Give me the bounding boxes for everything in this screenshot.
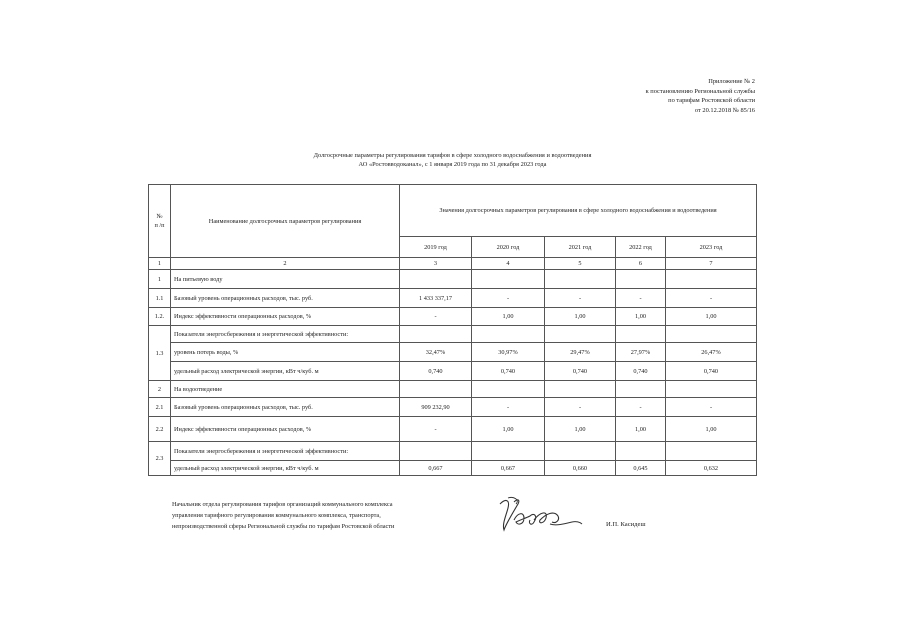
header-num-cell — [149, 185, 171, 258]
value-cell: 0,740 — [545, 362, 616, 381]
col-number: 3 — [400, 258, 472, 270]
title-line-1: Долгосрочные параметры регулирования тарифов в сфере холодного водоснабжения и водоотведения — [313, 152, 592, 159]
value-cell: - — [472, 398, 545, 417]
col-number: 7 — [666, 258, 757, 270]
row-name: Базовый уровень операционных расходов, тыс. руб. — [171, 398, 400, 417]
value-cell: 1,00 — [472, 308, 545, 326]
value-cell: 0,740 — [472, 362, 545, 381]
year-2021: 2021 год — [545, 237, 616, 258]
appendix-header — [646, 77, 755, 115]
row-num: 2 — [149, 381, 171, 398]
value-cell: 0,740 — [616, 362, 666, 381]
table-row — [149, 343, 757, 362]
table-row — [149, 308, 757, 326]
handwritten-signature — [494, 494, 584, 536]
appendix-line: по тарифам Ростовской области — [668, 97, 755, 105]
row-name: удельный расход электрической энергии, кВт ч/куб. м — [171, 362, 400, 381]
signatory-position — [172, 499, 394, 532]
row-heading: Показатели энергосбережения и энергетической эффективности: — [171, 326, 400, 343]
value-cell: 29,47% — [545, 343, 616, 362]
table-row — [149, 326, 757, 343]
col-number: 4 — [472, 258, 545, 270]
row-num: 2.1 — [149, 398, 171, 417]
value-cell: - — [666, 289, 757, 308]
value-cell: 0,660 — [545, 461, 616, 476]
value-cell: 27,97% — [616, 343, 666, 362]
table-row — [149, 362, 757, 381]
title-line-2: АО «Ростовводоканал», с 1 января 2019 года по 31 декабря 2023 года — [358, 161, 547, 168]
value-cell: 1,00 — [666, 308, 757, 326]
value-cell: 0,740 — [400, 362, 472, 381]
value-cell: 30,97% — [472, 343, 545, 362]
value-cell: 0,645 — [616, 461, 666, 476]
row-name: Индекс эффективности операционных расходов, % — [171, 308, 400, 326]
value-cell: 1,00 — [666, 417, 757, 442]
year-2023: 2023 год — [666, 237, 757, 258]
value-cell: 0,632 — [666, 461, 757, 476]
value-cell: - — [666, 398, 757, 417]
row-name: удельный расход электрической энергии, кВт ч/куб. м — [171, 461, 400, 476]
value-cell: - — [400, 308, 472, 326]
year-2020: 2020 год — [472, 237, 545, 258]
value-cell: - — [472, 289, 545, 308]
value-cell: 1 433 337,17 — [400, 289, 472, 308]
appendix-title: Приложение № 2 — [708, 78, 755, 85]
row-num: 1.1 — [149, 289, 171, 308]
section-wastewater — [149, 381, 757, 398]
year-2022: 2022 год — [616, 237, 666, 258]
value-cell: 1,00 — [545, 417, 616, 442]
value-cell: 26,47% — [666, 343, 757, 362]
header-num-sub: п /п — [154, 222, 165, 229]
header-values: Значения долгосрочных параметров регулирования в сфере холодного водоснабжения и водоотведения — [400, 185, 757, 237]
value-cell: 909 232,90 — [400, 398, 472, 417]
col-number: 2 — [171, 258, 400, 270]
row-name: На питьевую воду — [171, 270, 400, 289]
appendix-date-number: от 20.12.2018 № 85/16 — [694, 106, 755, 114]
row-name: уровень потерь воды, % — [171, 343, 400, 362]
table-row — [149, 461, 757, 476]
value-cell: 0,667 — [400, 461, 472, 476]
position-line: управления тарифного регулирования коммунального комплекса, транспорта, — [172, 512, 381, 519]
header-name: Наименование долгосрочных параметров регулирования — [171, 185, 400, 258]
col-number: 5 — [545, 258, 616, 270]
value-cell: - — [545, 289, 616, 308]
value-cell: 1,00 — [545, 308, 616, 326]
section-drinking-water — [149, 270, 757, 289]
value-cell: 32,47% — [400, 343, 472, 362]
document-title — [150, 151, 755, 169]
value-cell: 0,740 — [666, 362, 757, 381]
col-number: 6 — [616, 258, 666, 270]
col-number: 1 — [149, 258, 171, 270]
table-row — [149, 398, 757, 417]
row-num: 1 — [149, 270, 171, 289]
parameters-table — [148, 184, 757, 476]
header-row — [149, 185, 757, 237]
table-row — [149, 417, 757, 442]
header-num: № — [156, 213, 163, 220]
row-name: Индекс эффективности операционных расходов, % — [171, 417, 400, 442]
value-cell: - — [545, 398, 616, 417]
row-name: Базовый уровень операционных расходов, тыс. руб. — [171, 289, 400, 308]
value-cell: - — [616, 289, 666, 308]
value-cell: - — [616, 398, 666, 417]
position-line: непроизводственной сферы Региональной службы по тарифам Ростовской области — [172, 523, 395, 530]
appendix-line: к постановлению Региональной службы — [645, 87, 755, 95]
value-cell: 1,00 — [616, 417, 666, 442]
row-num: 2.2 — [149, 417, 171, 442]
row-num: 1.2. — [149, 308, 171, 326]
year-2019: 2019 год — [400, 237, 472, 258]
value-cell: - — [400, 417, 472, 442]
column-numbers-row — [149, 258, 757, 270]
row-num: 1.3 — [149, 326, 171, 381]
signer-name: И.П. Касидеш — [606, 521, 646, 528]
row-heading: Показатели энергосбережения и энергетической эффективности: — [171, 442, 400, 461]
value-cell: 1,00 — [616, 308, 666, 326]
value-cell: 1,00 — [472, 417, 545, 442]
position-line: Начальник отдела регулирования тарифов организаций коммунального комплекса — [172, 501, 393, 508]
row-num: 2.3 — [149, 442, 171, 476]
row-name: На водоотведение — [171, 381, 400, 398]
value-cell: 0,667 — [472, 461, 545, 476]
table-row — [149, 442, 757, 461]
table-row — [149, 289, 757, 308]
